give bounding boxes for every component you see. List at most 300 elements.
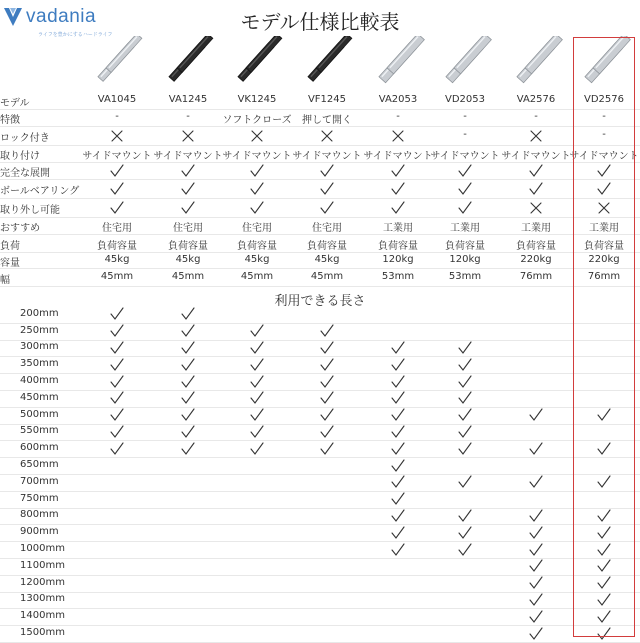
check-icon bbox=[390, 475, 406, 489]
check-cell bbox=[153, 164, 223, 178]
check-icon bbox=[319, 425, 335, 439]
row-label: 1400mm bbox=[20, 610, 65, 622]
value-cell: 45kg bbox=[244, 253, 270, 265]
spec-row bbox=[0, 92, 640, 110]
length-row bbox=[0, 407, 640, 425]
length-row bbox=[0, 424, 640, 442]
row-label: 1200mm bbox=[20, 576, 65, 588]
check-cell bbox=[363, 543, 433, 557]
check-cell bbox=[363, 425, 433, 439]
check-cell bbox=[292, 442, 362, 456]
check-icon bbox=[109, 442, 125, 456]
check-icon bbox=[457, 358, 473, 372]
value-cell: サイドマウント bbox=[363, 151, 433, 162]
spec-row bbox=[0, 234, 640, 253]
row-label: 1000mm bbox=[20, 543, 65, 555]
spec-row bbox=[0, 198, 640, 218]
check-icon bbox=[180, 324, 196, 338]
check-cell bbox=[430, 543, 500, 557]
length-row bbox=[0, 575, 640, 593]
check-cell bbox=[363, 391, 433, 405]
check-cell bbox=[363, 526, 433, 540]
check-cell bbox=[292, 375, 362, 389]
check-icon bbox=[390, 358, 406, 372]
check-cell bbox=[153, 408, 223, 422]
check-cell bbox=[153, 391, 223, 405]
check-cell bbox=[363, 182, 433, 196]
check-cell bbox=[430, 442, 500, 456]
cross-cell bbox=[153, 129, 223, 143]
row-label: ボールベアリング bbox=[0, 186, 80, 197]
check-icon bbox=[249, 425, 265, 439]
check-icon bbox=[528, 164, 544, 178]
check-cell bbox=[82, 324, 152, 338]
check-cell bbox=[222, 375, 292, 389]
check-icon bbox=[249, 182, 265, 196]
value-cell: 120kg bbox=[449, 253, 481, 265]
check-icon bbox=[457, 408, 473, 422]
check-cell bbox=[363, 475, 433, 489]
check-cell bbox=[430, 341, 500, 355]
value-cell: ソフトクローズ bbox=[222, 115, 292, 126]
cross-icon bbox=[390, 129, 406, 143]
value-cell: 負荷容量 bbox=[584, 240, 624, 252]
value-cell: - bbox=[534, 111, 538, 122]
check-icon bbox=[457, 425, 473, 439]
check-icon bbox=[457, 164, 473, 178]
spec-row bbox=[0, 109, 640, 127]
value-cell: VA2053 bbox=[378, 94, 418, 105]
check-cell bbox=[292, 182, 362, 196]
value-cell: - bbox=[396, 111, 400, 122]
row-label: 250mm bbox=[20, 324, 59, 336]
value-cell: - bbox=[115, 111, 119, 122]
spec-row bbox=[0, 162, 640, 180]
check-cell bbox=[82, 375, 152, 389]
cross-icon bbox=[180, 129, 196, 143]
value-cell: VF1245 bbox=[307, 94, 347, 105]
check-cell bbox=[222, 182, 292, 196]
check-icon bbox=[528, 559, 544, 573]
check-icon bbox=[109, 324, 125, 338]
row-label: 特徴 bbox=[0, 115, 20, 126]
check-icon bbox=[180, 408, 196, 422]
check-icon bbox=[109, 425, 125, 439]
check-icon bbox=[109, 182, 125, 196]
row-label: 650mm bbox=[20, 459, 59, 471]
value-cell: 220kg bbox=[520, 253, 552, 265]
check-cell bbox=[501, 576, 571, 590]
value-cell: - bbox=[602, 129, 606, 140]
value-cell: VA1245 bbox=[168, 94, 208, 105]
check-cell bbox=[292, 391, 362, 405]
value-cell: 負荷容量 bbox=[445, 240, 485, 252]
length-row bbox=[0, 541, 640, 559]
check-icon bbox=[390, 391, 406, 405]
value-cell: 住宅用 bbox=[173, 223, 203, 234]
value-cell: 工業用 bbox=[450, 223, 480, 234]
highlight-column-frame bbox=[573, 37, 635, 637]
check-cell bbox=[363, 201, 433, 215]
check-icon bbox=[249, 201, 265, 215]
value-cell: VK1245 bbox=[237, 94, 277, 105]
check-icon bbox=[249, 442, 265, 456]
check-cell bbox=[430, 425, 500, 439]
check-icon bbox=[528, 576, 544, 590]
check-cell bbox=[222, 425, 292, 439]
check-icon bbox=[528, 627, 544, 641]
value-cell: VD2053 bbox=[445, 94, 485, 105]
value-cell: VA1045 bbox=[97, 94, 137, 105]
check-icon bbox=[249, 408, 265, 422]
length-row bbox=[0, 457, 640, 475]
spec-row bbox=[0, 179, 640, 199]
check-cell bbox=[430, 164, 500, 178]
check-cell bbox=[222, 164, 292, 178]
value-cell: 76mm bbox=[519, 270, 553, 282]
row-label: 400mm bbox=[20, 375, 59, 387]
value-cell: VA2576 bbox=[516, 94, 556, 105]
check-icon bbox=[249, 341, 265, 355]
spec-row bbox=[0, 145, 640, 163]
value-cell: 45mm bbox=[171, 270, 205, 282]
check-cell bbox=[153, 358, 223, 372]
check-icon bbox=[390, 182, 406, 196]
check-cell bbox=[292, 408, 362, 422]
check-icon bbox=[457, 182, 473, 196]
check-icon bbox=[180, 341, 196, 355]
check-cell bbox=[292, 164, 362, 178]
value-cell: 住宅用 bbox=[312, 223, 342, 234]
check-icon bbox=[319, 442, 335, 456]
check-cell bbox=[501, 543, 571, 557]
check-cell bbox=[82, 201, 152, 215]
value-cell: 76mm bbox=[587, 270, 621, 282]
check-cell bbox=[363, 375, 433, 389]
row-label: 800mm bbox=[20, 509, 59, 521]
cross-icon bbox=[528, 201, 544, 215]
cross-icon bbox=[528, 129, 544, 143]
check-icon bbox=[249, 375, 265, 389]
check-cell bbox=[222, 408, 292, 422]
check-cell bbox=[153, 425, 223, 439]
row-label: モデル bbox=[0, 98, 30, 109]
value-cell: サイドマウント bbox=[222, 151, 292, 162]
row-label: 600mm bbox=[20, 442, 59, 454]
check-icon bbox=[109, 391, 125, 405]
check-icon bbox=[109, 375, 125, 389]
value-cell: 負荷容量 bbox=[378, 240, 418, 252]
value-cell: - bbox=[463, 129, 467, 140]
spec-row bbox=[0, 252, 640, 269]
check-cell bbox=[430, 391, 500, 405]
value-cell: サイドマウント bbox=[501, 151, 571, 162]
value-cell: 負荷容量 bbox=[97, 240, 137, 252]
check-icon bbox=[180, 201, 196, 215]
value-cell: - bbox=[602, 111, 606, 122]
length-row bbox=[0, 373, 640, 391]
check-cell bbox=[501, 627, 571, 641]
value-cell: サイドマウント bbox=[153, 151, 223, 162]
check-cell bbox=[501, 593, 571, 607]
check-icon bbox=[319, 324, 335, 338]
check-icon bbox=[528, 593, 544, 607]
check-icon bbox=[528, 610, 544, 624]
spec-row bbox=[0, 217, 640, 235]
check-cell bbox=[153, 324, 223, 338]
length-row bbox=[0, 340, 640, 358]
length-row bbox=[0, 558, 640, 576]
check-cell bbox=[153, 442, 223, 456]
check-cell bbox=[82, 442, 152, 456]
cross-cell bbox=[501, 201, 571, 215]
check-cell bbox=[292, 358, 362, 372]
row-label: 負荷 bbox=[0, 240, 20, 252]
check-cell bbox=[363, 459, 433, 473]
check-cell bbox=[153, 375, 223, 389]
value-cell: 負荷容量 bbox=[237, 240, 277, 252]
check-icon bbox=[457, 341, 473, 355]
check-icon bbox=[528, 543, 544, 557]
check-cell bbox=[363, 492, 433, 506]
check-icon bbox=[319, 375, 335, 389]
check-icon bbox=[180, 164, 196, 178]
check-icon bbox=[180, 391, 196, 405]
value-cell: 45kg bbox=[314, 253, 340, 265]
check-icon bbox=[319, 391, 335, 405]
check-cell bbox=[501, 475, 571, 489]
check-icon bbox=[109, 201, 125, 215]
cross-cell bbox=[82, 129, 152, 143]
check-icon bbox=[457, 543, 473, 557]
check-cell bbox=[153, 182, 223, 196]
check-icon bbox=[390, 526, 406, 540]
check-icon bbox=[457, 391, 473, 405]
row-label: おすすめ bbox=[0, 223, 41, 234]
row-label: 取り付け bbox=[0, 151, 40, 162]
check-icon bbox=[528, 408, 544, 422]
check-icon bbox=[390, 201, 406, 215]
row-label: 1500mm bbox=[20, 627, 65, 639]
check-icon bbox=[319, 164, 335, 178]
check-cell bbox=[153, 307, 223, 321]
check-cell bbox=[501, 509, 571, 523]
check-icon bbox=[180, 182, 196, 196]
check-icon bbox=[249, 164, 265, 178]
value-cell: 住宅用 bbox=[242, 223, 272, 234]
length-row bbox=[0, 356, 640, 374]
row-label: 200mm bbox=[20, 307, 59, 319]
length-row bbox=[0, 491, 640, 509]
check-icon bbox=[180, 425, 196, 439]
page-title: モデル仕様比較表 bbox=[240, 10, 400, 34]
row-label: 700mm bbox=[20, 475, 59, 487]
value-cell: - bbox=[186, 111, 190, 122]
value-cell: VD2576 bbox=[584, 94, 624, 105]
length-row bbox=[0, 306, 640, 324]
check-icon bbox=[319, 201, 335, 215]
check-cell bbox=[363, 358, 433, 372]
cross-cell bbox=[222, 129, 292, 143]
check-cell bbox=[430, 375, 500, 389]
check-icon bbox=[180, 307, 196, 321]
check-icon bbox=[319, 182, 335, 196]
length-row bbox=[0, 524, 640, 542]
check-icon bbox=[390, 442, 406, 456]
check-cell bbox=[363, 509, 433, 523]
check-icon bbox=[180, 442, 196, 456]
check-icon bbox=[249, 358, 265, 372]
check-cell bbox=[292, 324, 362, 338]
check-cell bbox=[222, 201, 292, 215]
brand-name: vadania bbox=[26, 6, 97, 27]
check-cell bbox=[430, 408, 500, 422]
value-cell: 負荷容量 bbox=[516, 240, 556, 252]
check-icon bbox=[109, 307, 125, 321]
value-cell: 45kg bbox=[104, 253, 130, 265]
check-cell bbox=[292, 201, 362, 215]
value-cell: - bbox=[463, 111, 467, 122]
check-icon bbox=[528, 475, 544, 489]
check-cell bbox=[430, 526, 500, 540]
check-cell bbox=[82, 425, 152, 439]
check-cell bbox=[82, 391, 152, 405]
check-icon bbox=[457, 509, 473, 523]
value-cell: 45kg bbox=[175, 253, 201, 265]
check-cell bbox=[292, 341, 362, 355]
check-cell bbox=[222, 442, 292, 456]
check-cell bbox=[82, 164, 152, 178]
length-row bbox=[0, 440, 640, 458]
brand-tagline: ライフを豊かにするハードライフ bbox=[38, 32, 113, 38]
length-row bbox=[0, 390, 640, 408]
row-label: 完全な展開 bbox=[0, 168, 50, 179]
check-cell bbox=[501, 559, 571, 573]
value-cell: サイドマウント bbox=[569, 151, 639, 162]
cross-cell bbox=[501, 129, 571, 143]
check-cell bbox=[430, 358, 500, 372]
row-label: 750mm bbox=[20, 492, 59, 504]
row-label: 1100mm bbox=[20, 559, 65, 571]
length-row bbox=[0, 508, 640, 526]
value-cell: サイドマウント bbox=[292, 151, 362, 162]
check-cell bbox=[222, 341, 292, 355]
check-icon bbox=[390, 375, 406, 389]
check-cell bbox=[501, 164, 571, 178]
length-row bbox=[0, 592, 640, 610]
check-cell bbox=[501, 182, 571, 196]
length-row bbox=[0, 625, 640, 643]
check-cell bbox=[430, 201, 500, 215]
check-icon bbox=[390, 341, 406, 355]
check-icon bbox=[528, 509, 544, 523]
row-label: 500mm bbox=[20, 408, 59, 420]
check-icon bbox=[457, 442, 473, 456]
section-title: 利用できる長さ bbox=[274, 294, 366, 309]
check-cell bbox=[82, 182, 152, 196]
check-cell bbox=[222, 324, 292, 338]
check-icon bbox=[109, 358, 125, 372]
row-label: 550mm bbox=[20, 425, 59, 437]
row-label: 300mm bbox=[20, 341, 59, 353]
length-row bbox=[0, 608, 640, 626]
check-cell bbox=[82, 408, 152, 422]
row-label: 350mm bbox=[20, 358, 59, 370]
check-cell bbox=[153, 341, 223, 355]
cross-icon bbox=[319, 129, 335, 143]
check-cell bbox=[501, 408, 571, 422]
spec-row bbox=[0, 268, 640, 287]
cross-cell bbox=[292, 129, 362, 143]
row-label: 450mm bbox=[20, 391, 59, 403]
value-cell: 120kg bbox=[382, 253, 414, 265]
check-cell bbox=[363, 442, 433, 456]
check-icon bbox=[319, 341, 335, 355]
value-cell: サイドマウント bbox=[430, 151, 500, 162]
check-icon bbox=[457, 526, 473, 540]
value-cell: 53mm bbox=[381, 270, 415, 282]
value-cell: 220kg bbox=[588, 253, 620, 265]
cross-icon bbox=[249, 129, 265, 143]
value-cell: 押して開く bbox=[302, 115, 352, 126]
value-cell: 負荷容量 bbox=[168, 240, 208, 252]
check-cell bbox=[363, 408, 433, 422]
check-icon bbox=[528, 442, 544, 456]
check-cell bbox=[222, 358, 292, 372]
check-icon bbox=[528, 526, 544, 540]
check-icon bbox=[457, 201, 473, 215]
check-cell bbox=[501, 442, 571, 456]
check-icon bbox=[109, 164, 125, 178]
check-cell bbox=[82, 307, 152, 321]
check-icon bbox=[180, 358, 196, 372]
check-icon bbox=[390, 459, 406, 473]
value-cell: 住宅用 bbox=[102, 223, 132, 234]
row-label: 1300mm bbox=[20, 593, 65, 605]
check-cell bbox=[363, 341, 433, 355]
check-cell bbox=[222, 391, 292, 405]
check-cell bbox=[430, 182, 500, 196]
check-icon bbox=[319, 408, 335, 422]
check-icon bbox=[457, 475, 473, 489]
spec-row bbox=[0, 126, 640, 146]
value-cell: 45mm bbox=[100, 270, 134, 282]
cross-icon bbox=[109, 129, 125, 143]
check-cell bbox=[501, 526, 571, 540]
check-icon bbox=[457, 375, 473, 389]
row-label: 取り外し可能 bbox=[0, 205, 60, 216]
check-icon bbox=[390, 492, 406, 506]
length-row bbox=[0, 323, 640, 341]
length-row bbox=[0, 474, 640, 492]
check-icon bbox=[390, 164, 406, 178]
value-cell: サイドマウント bbox=[82, 151, 152, 162]
row-label: 幅 bbox=[0, 274, 10, 286]
cross-cell bbox=[363, 129, 433, 143]
check-cell bbox=[82, 358, 152, 372]
check-icon bbox=[528, 182, 544, 196]
row-label: 容量 bbox=[0, 257, 20, 269]
check-cell bbox=[501, 610, 571, 624]
value-cell: 53mm bbox=[448, 270, 482, 282]
value-cell: 工業用 bbox=[589, 223, 619, 234]
check-cell bbox=[292, 425, 362, 439]
check-icon bbox=[109, 341, 125, 355]
row-label: ロック付き bbox=[0, 133, 50, 144]
row-label: 900mm bbox=[20, 526, 59, 538]
check-icon bbox=[180, 375, 196, 389]
check-cell bbox=[82, 341, 152, 355]
